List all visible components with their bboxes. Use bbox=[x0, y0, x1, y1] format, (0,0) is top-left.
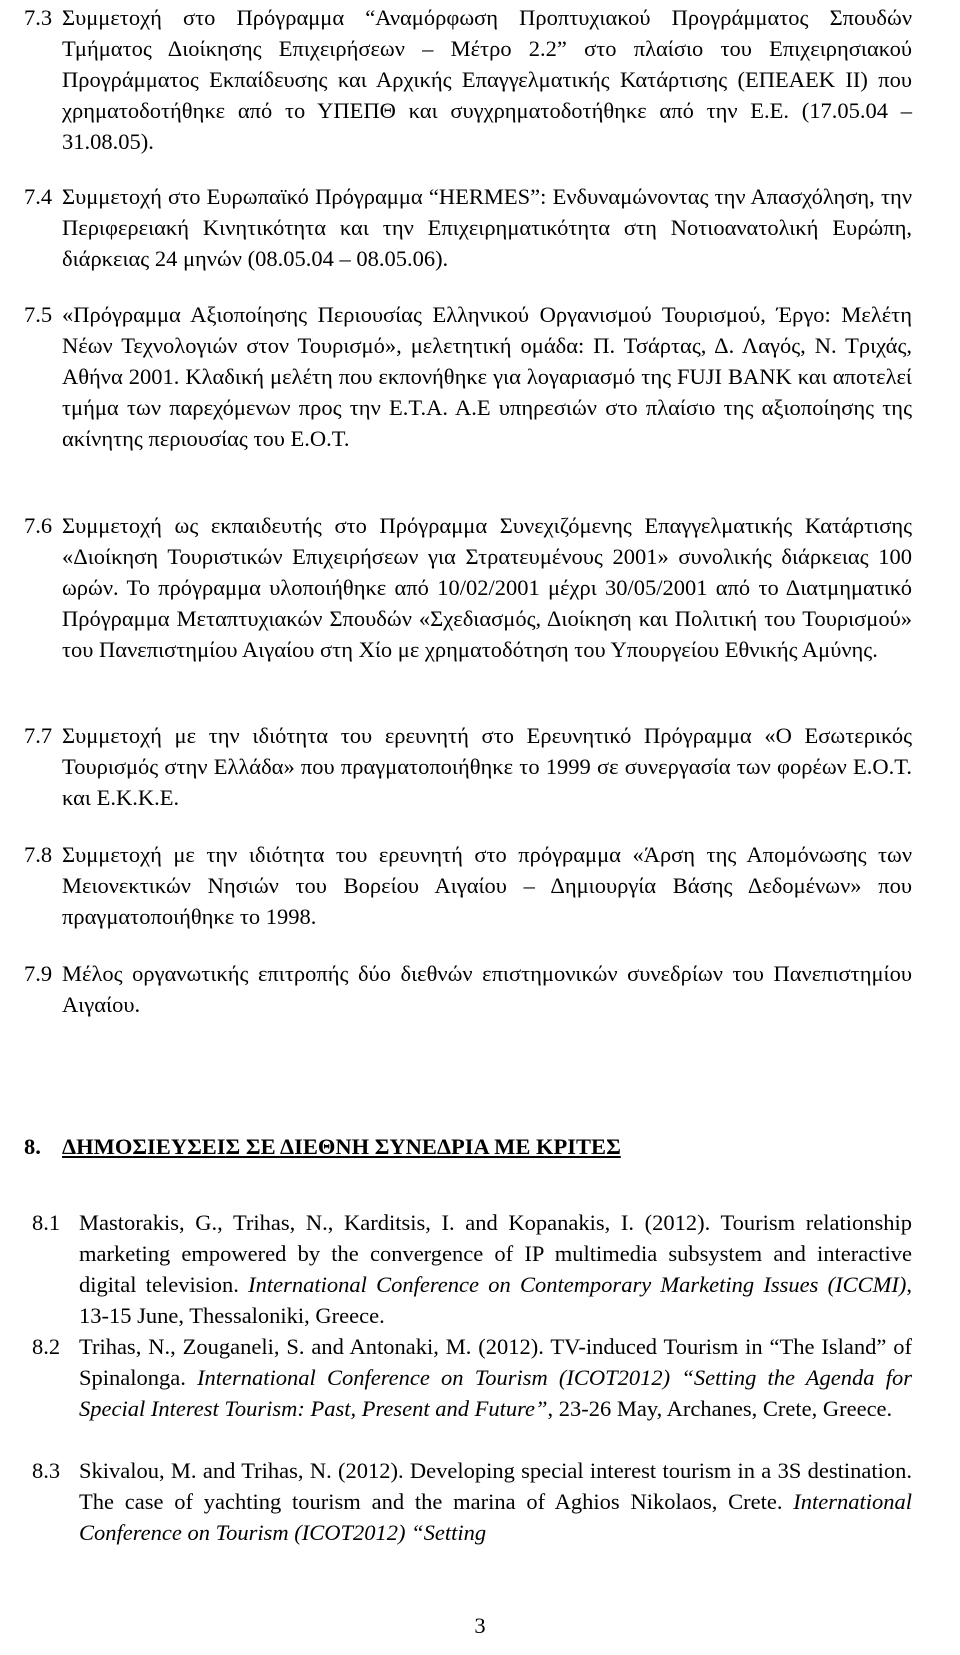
item-7-5 bbox=[24, 299, 912, 454]
reference-authors-title: Trihas, N., Zouganeli, S. and Antonaki, M. (2012). TV-induced Tourism in “The Island” of Spinalonga. bbox=[79, 1334, 912, 1390]
item-7-4 bbox=[24, 181, 912, 274]
item-text: Συμμετοχή με την ιδιότητα του ερευνητή στο Ερευνητικό Πρόγραμμα «Ο Εσωτερικός Τουρισμός στην Ελλάδα» που πραγματοποιήθηκε το 1999 σε συνεργασία των φορέων Ε.Ο.Τ. και Ε.Κ.Κ.Ε. bbox=[62, 723, 912, 810]
reference-venue: International Conference on Tourism (ICOT2012) “Setting the Agenda for Special Interest Tourism: Past, Present and Future” bbox=[79, 1365, 912, 1421]
reference-8-2 bbox=[32, 1331, 912, 1424]
reference-number: 8.1 bbox=[32, 1210, 61, 1235]
item-text: Συμμετοχή ως εκπαιδευτής στο Πρόγραμμα Συνεχιζόμενης Επαγγελματικής Κατάρτισης «Διοίκηση Τουριστικών Επιχειρήσεων για Στρατευμένους 2001» συνολικής διάρκειας 100 ωρών. Το πρόγραμμα υλοποιήθηκε από 10/02/2001 μέχρι 30/05/2001 από το Διατμηματικό Πρόγραμμα Μεταπτυχιακών Σπουδών «Σχεδιασμός, Διοίκηση και Πολιτική του Τουρισμού» του Πανεπιστημίου Αιγαίου στη Χίο με χρηματοδότηση του Υπουργείου Εθνικής Αμύνης. bbox=[62, 513, 912, 662]
reference-venue: International Conference on Tourism (ICOT2012) “Setting bbox=[79, 1489, 912, 1545]
item-7-3 bbox=[24, 2, 912, 157]
item-number: 7.8 bbox=[24, 842, 53, 867]
reference-authors-title: Skivalou, M. and Trihas, N. (2012). Developing special interest tourism in a 3S destination. The case of yachting tourism and the marina of Aghios Nikolaos, Crete. bbox=[79, 1458, 912, 1514]
reference-authors-title: Mastorakis, G., Trihas, N., Karditsis, I. and Kopanakis, I. (2012). Tourism relationship marketing empowered by the convergence of IP multimedia subsystem and interactive digital television. bbox=[79, 1210, 912, 1297]
reference-number: 8.2 bbox=[32, 1334, 61, 1359]
reference-details: , 13-15 June, Thessaloniki, Greece. bbox=[79, 1272, 912, 1328]
reference-8-3 bbox=[32, 1455, 912, 1548]
item-7-9 bbox=[24, 958, 912, 1020]
item-7-7 bbox=[24, 720, 912, 813]
reference-number: 8.3 bbox=[32, 1458, 61, 1483]
reference-venue: International Conference on Contemporary Marketing Issues (ICCMI) bbox=[248, 1272, 907, 1297]
item-number: 7.7 bbox=[24, 723, 53, 748]
page-number: 3 bbox=[474, 1613, 486, 1638]
reference-text bbox=[79, 1207, 912, 1331]
item-text: Συμμετοχή με την ιδιότητα του ερευνητή στο πρόγραμμα «Άρση της Απομόνωσης των Μειονεκτικών Νησιών του Βορείου Αιγαίου – Δημιουργία Βάσης Δεδομένων» που πραγματοποιήθηκε το 1998. bbox=[62, 842, 912, 929]
section-heading bbox=[24, 1131, 621, 1162]
item-number: 7.4 bbox=[24, 184, 53, 209]
item-text: Μέλος οργανωτικής επιτροπής δύο διεθνών επιστημονικών συνεδρίων του Πανεπιστημίου Αιγαίου. bbox=[62, 961, 912, 1017]
reference-8-1 bbox=[32, 1207, 912, 1331]
reference-text bbox=[79, 1455, 912, 1548]
item-number: 7.5 bbox=[24, 302, 53, 327]
reference-text bbox=[79, 1331, 912, 1424]
item-text: Συμμετοχή στο Ευρωπαϊκό Πρόγραμμα “HERMES”: Ενδυναμώνοντας την Απασχόληση, την Περιφερειακή Κινητικότητα και την Επιχειρηματικότητα στη Νοτιοανατολική Ευρώπη, διάρκειας 24 μηνών (08.05.04 – 08.05.06). bbox=[62, 184, 912, 271]
item-7-8 bbox=[24, 839, 912, 932]
item-number: 7.6 bbox=[24, 513, 53, 538]
item-text: «Πρόγραμμα Αξιοποίησης Περιουσίας Ελληνικού Οργανισμού Τουρισμού, Έργο: Μελέτη Νέων Τεχνολογιών στον Τουρισμό», μελετητική ομάδα: Π. Τσάρτας, Δ. Λαγός, Ν. Τριχάς, Αθήνα 2001. Κλαδική μελέτη που εκπονήθηκε για λογαριασμό της FUJI BANK και αποτελεί τμήμα των παρεχόμενων προς την Ε.Τ.Α. Α.Ε υπηρεσιών στο πλαίσιο της αξιοποίησης της ακίνητης περιουσίας του Ε.Ο.Τ. bbox=[62, 302, 912, 451]
item-number: 7.9 bbox=[24, 961, 53, 986]
item-number: 7.3 bbox=[24, 5, 53, 30]
item-7-6 bbox=[24, 510, 912, 665]
item-text: Συμμετοχή στο Πρόγραμμα “Αναμόρφωση Προπτυχιακού Προγράμματος Σπουδών Τμήματος Διοίκησης Επιχειρήσεων – Μέτρο 2.2” στο πλαίσιο του Επιχειρησιακού Προγράμματος Εκπαίδευσης και Αρχικής Επαγγελματικής Κατάρτισης (ΕΠΕΑΕΚ ΙΙ) που χρηματοδοτήθηκε από το ΥΠΕΠΘ και συγχρηματοδοτήθηκε από την Ε.Ε. (17.05.04 – 31.08.05). bbox=[62, 5, 912, 154]
section-number: 8. bbox=[24, 1134, 41, 1159]
reference-details: , 23-26 May, Archanes, Crete, Greece. bbox=[547, 1396, 893, 1421]
section-title: ΔΗΜΟΣΙΕΥΣΕΙΣ ΣΕ ΔΙΕΘΝΗ ΣΥΝΕΔΡΙΑ ΜΕ ΚΡΙΤΕΣ bbox=[62, 1134, 621, 1159]
